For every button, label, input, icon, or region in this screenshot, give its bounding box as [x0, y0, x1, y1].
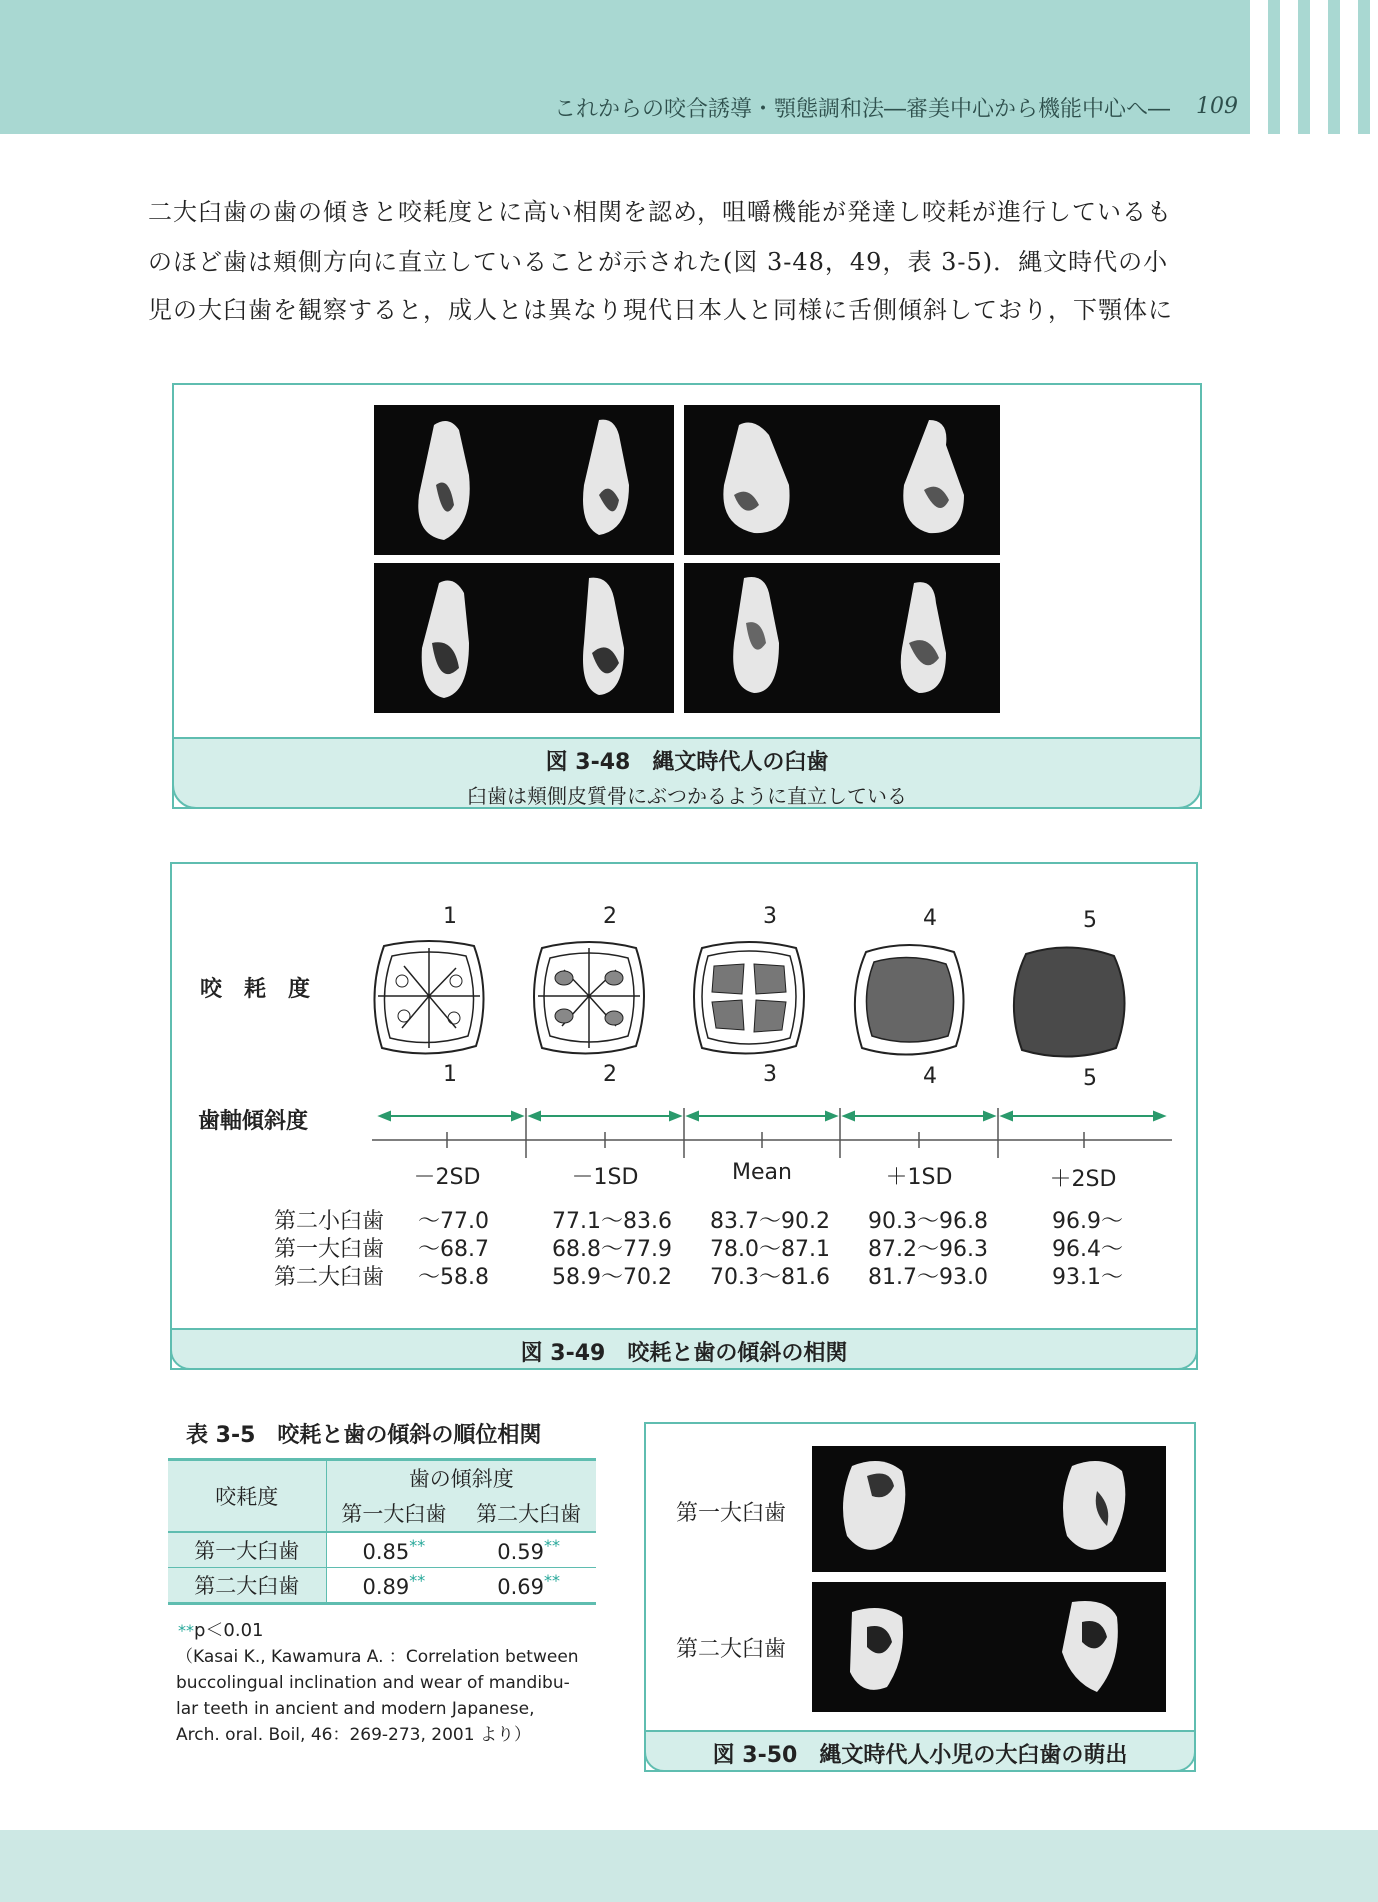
axis-inclination-label: 歯軸傾斜度: [198, 1109, 309, 1134]
table-group-header: 歯の傾斜度: [408, 1467, 514, 1492]
figure-title: 図 3-48 縄文時代人の臼歯: [545, 750, 829, 775]
significance-note: [178, 1616, 264, 1642]
table-corner-header: 咬耗度: [168, 1460, 326, 1532]
tooth-xray-icon: [812, 1582, 1166, 1712]
range-value: 68.8～77.9: [552, 1237, 672, 1262]
range-value: 81.7～93.0: [868, 1265, 988, 1290]
header-stripe: [1298, 0, 1310, 134]
wear-degree-label: 咬 耗 度: [200, 977, 311, 1002]
xray-photo: [812, 1446, 1166, 1572]
table-cell: [326, 1532, 461, 1568]
range-value: 93.1～: [1052, 1265, 1123, 1290]
citation-line: lar teeth in ancient and modern Japanese,: [176, 1699, 535, 1719]
range-value: 83.7～90.2: [710, 1209, 830, 1234]
running-header-title: これからの咬合誘導・顎態調和法―審美中心から機能中心へ―: [553, 97, 1170, 122]
tooth-row-label: 第二大臼歯: [274, 1265, 385, 1290]
citation-line: buccolingual inclination and wear of mandibu-: [176, 1673, 570, 1693]
figure-3-48: [172, 383, 1202, 809]
significance-asterisk: **: [409, 1535, 426, 1555]
figure-3-49: [170, 862, 1198, 1370]
figure-3-50: [644, 1422, 1196, 1772]
range-value: 90.3～96.8: [868, 1209, 988, 1234]
figure-title: 図 3-50 縄文時代人小児の大臼歯の萌出: [712, 1743, 1128, 1768]
sd-label: ＋2SD: [1049, 1167, 1117, 1192]
table-col-header: 第一大臼歯: [341, 1502, 447, 1526]
table-row: [168, 1568, 596, 1604]
sd-label: ＋1SD: [885, 1165, 953, 1190]
body-text-line: 二大臼歯の歯の傾きと咬耗度とに高い相関を認め，咀嚼機能が発達し咬耗が進行しているも: [148, 198, 1173, 226]
header-stripe: [1358, 0, 1370, 134]
xray-photo: [684, 563, 1000, 713]
significance-text: p＜0.01: [194, 1620, 264, 1641]
figure-title: 図 3-49 咬耗と歯の傾斜の相関: [520, 1341, 848, 1366]
table-row: [168, 1532, 596, 1568]
range-value: 70.3～81.6: [710, 1265, 830, 1290]
range-value: 78.0～87.1: [710, 1237, 830, 1262]
tooth-row-label: 第二大臼歯: [676, 1637, 787, 1662]
xray-photo: [684, 405, 1000, 555]
citation-line: （Kasai K., Kawamura A. ：Correlation between: [176, 1647, 579, 1667]
range-value: ～58.8: [418, 1265, 489, 1290]
occlusal-wear-grade-2-icon: [524, 936, 654, 1060]
range-value: 96.9～: [1052, 1209, 1123, 1234]
tooth-xray-icon: [374, 563, 674, 713]
table-cell: [461, 1568, 596, 1604]
header-stripe: [1328, 0, 1340, 134]
occlusal-wear-grade-3-icon: [684, 936, 814, 1060]
tooth-xray-icon: [684, 405, 1000, 555]
body-text-line: 児の大臼歯を観察すると，成人とは異なり現代日本人と同様に舌側傾斜しており，下顎体に: [148, 296, 1173, 324]
table-col-header: 第二大臼歯: [476, 1502, 582, 1526]
wear-grade-number: 3: [763, 904, 777, 929]
range-value: 58.9～70.2: [552, 1265, 672, 1290]
inclination-scale-icon: [372, 1102, 1172, 1162]
table-cell: [326, 1568, 461, 1604]
figure-caption-bar: [644, 1730, 1196, 1772]
table-cell: [461, 1532, 596, 1568]
correlation-value: 0.69: [497, 1575, 544, 1599]
tooth-row-label: 第二小臼歯: [274, 1209, 385, 1234]
range-value: 77.1～83.6: [552, 1209, 672, 1234]
header-stripe: [1268, 0, 1280, 134]
wear-grade-number: 2: [603, 904, 617, 929]
sd-label: Mean: [732, 1160, 792, 1185]
tilt-grade-number: 3: [763, 1062, 777, 1087]
correlation-value: 0.85: [362, 1539, 410, 1564]
tilt-grade-number: 5: [1083, 1066, 1097, 1091]
tooth-xray-icon: [684, 563, 1000, 713]
xray-photo: [374, 405, 674, 555]
table-row-label: 第二大臼歯: [168, 1568, 326, 1604]
footer-band: [0, 1830, 1378, 1902]
occlusal-wear-grade-1-icon: [364, 936, 494, 1060]
occlusal-wear-grade-4-icon: [844, 938, 974, 1062]
tooth-row-label: 第一大臼歯: [676, 1501, 787, 1526]
tooth-xray-icon: [812, 1446, 1166, 1572]
range-value: ～68.7: [418, 1237, 489, 1262]
wear-grade-number: 5: [1083, 908, 1097, 933]
range-value: ～77.0: [418, 1209, 489, 1234]
significance-asterisk: **: [544, 1571, 560, 1590]
xray-photo: [374, 563, 674, 713]
table-3-5: [168, 1458, 596, 1605]
significance-asterisk: **: [178, 1621, 194, 1640]
range-value: 87.2～96.3: [868, 1237, 988, 1262]
tilt-grade-number: 2: [603, 1062, 617, 1087]
figure-subtitle: 臼歯は頬側皮質骨にぶつかるように直立している: [467, 784, 907, 808]
figure-caption-bar: [172, 737, 1202, 809]
correlation-table: [168, 1458, 596, 1605]
correlation-value: 0.89: [362, 1575, 410, 1599]
citation: [176, 1644, 579, 1748]
range-value: 96.4～: [1052, 1237, 1123, 1262]
body-text-line: のほど歯は頬側方向に直立していることが示された(図 3-48，49，表 3-5)．縄文時代の小: [148, 248, 1169, 276]
tooth-row-label: 第一大臼歯: [274, 1237, 385, 1262]
wear-grade-number: 4: [923, 906, 937, 931]
citation-line: Arch. oral. Boil, 46：269-273, 2001 より）: [176, 1725, 531, 1745]
page-number: 109: [1196, 94, 1238, 119]
xray-photo: [812, 1582, 1166, 1712]
correlation-value: 0.59: [497, 1539, 544, 1564]
tilt-grade-number: 1: [443, 1062, 457, 1087]
tooth-xray-icon: [374, 405, 674, 555]
table-title: 表 3-5 咬耗と歯の傾斜の順位相関: [186, 1423, 542, 1448]
wear-grade-number: 1: [443, 904, 457, 929]
occlusal-wear-grade-5-icon: [1004, 940, 1134, 1064]
significance-asterisk: **: [409, 1571, 426, 1590]
significance-asterisk: **: [544, 1535, 560, 1555]
figure-caption-bar: [170, 1328, 1198, 1370]
sd-label: －2SD: [413, 1165, 481, 1190]
sd-label: －1SD: [571, 1165, 639, 1190]
table-row-label: 第一大臼歯: [168, 1532, 326, 1568]
tilt-grade-number: 4: [923, 1064, 937, 1089]
